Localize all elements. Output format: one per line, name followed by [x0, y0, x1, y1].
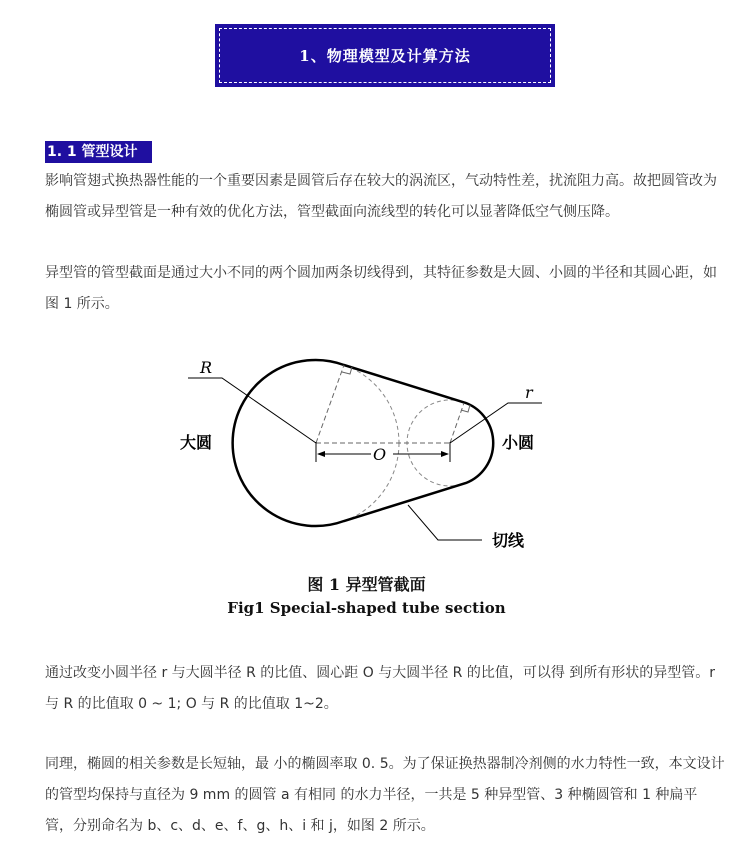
tangent-label: 切线 [492, 531, 525, 550]
figure-caption-en: Fig1 Special-shaped tube section [227, 599, 506, 617]
small-circle-label: 小圆 [502, 433, 535, 452]
small-radius-line [450, 403, 464, 443]
O-arrow-right [441, 451, 449, 457]
big-circle-label: 大圆 [180, 433, 213, 452]
figure-caption-cn: 图 1 异型管截面 [307, 575, 426, 594]
paragraph-3: 通过改变小圆半径 r 与大圆半径 R 的比值、圆心距 O 与大圆半径 R 的比值，可以得 到所有形状的异型管。r 与 R 的比值取 0 ~ 1; O 与 R 的比值取 1~2。 [45, 665, 716, 712]
section-heading: 1. 1 管型设计 [45, 141, 152, 163]
paragraph-1: 影响管翅式换热器性能的一个重要因素是圆管后存在较大的涡流区，气动特性差，扰流阻力高。故把圆管改为椭圆管或异型管是一种有效的优化方法，管型截面向流线型的转化可以显著降低空气侧压降。 [45, 173, 717, 220]
tube-section-figure [170, 350, 570, 565]
O-arrow-left [317, 451, 325, 457]
title-banner [215, 24, 555, 87]
O-label: O [373, 445, 387, 464]
r-label: r [525, 383, 533, 402]
big-radius-line [316, 365, 344, 443]
page-title: 1、物理模型及计算方法 [219, 28, 551, 83]
R-label: R [200, 358, 213, 377]
tangent-leader [408, 505, 482, 540]
paragraph-2: 异型管的管型截面是通过大小不同的两个圆加两条切线得到，其特征参数是大圆、小圆的半径和其圆心距，如图 1 所示。 [45, 265, 717, 312]
paragraph-4: 同理，椭圆的相关参数是长短轴，最 小的椭圆率取 0. 5。为了保证换热器制冷剂侧的水力特性一致，本文设计的管型均保持与直径为 9 mm 的圆管 a 有相同 的水力半径，一共是 5 种异型管、3 种椭圆管和 1 种扁平管，分别命名为 b、c、d、e、f、g、h、i 和 j，如图 2 所示。 [45, 756, 725, 834]
tube-outline [233, 360, 494, 526]
